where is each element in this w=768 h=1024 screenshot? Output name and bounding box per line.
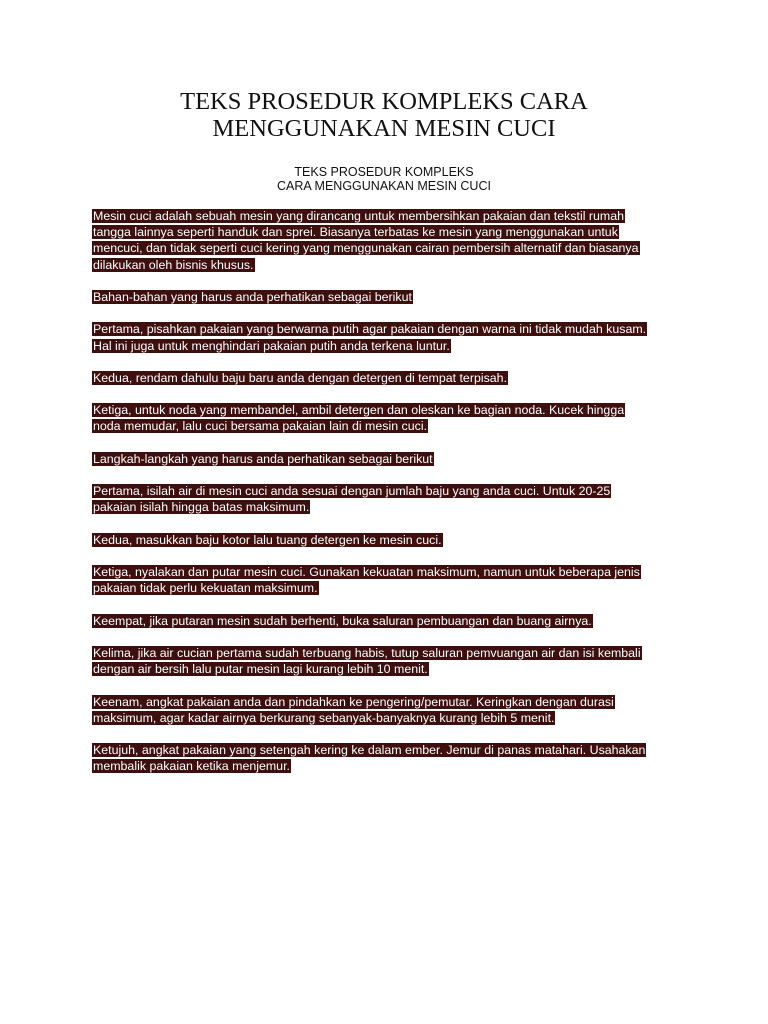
highlighted-text: Ketujuh, angkat pakaian yang setengah kering ke dalam ember. Jemur di panas matahari. Usahakan (93, 743, 646, 758)
subtitle-line: CARA MENGGUNAKAN MESIN CUCI (277, 179, 491, 193)
highlighted-text: Keempat, jika putaran mesin sudah berhenti, buka saluran pembuangan dan buang airnya. (93, 613, 592, 628)
paragraph-line-wrap (92, 694, 682, 710)
paragraph (92, 289, 682, 305)
paragraph-line-wrap (92, 499, 682, 515)
paragraph-line-wrap (92, 451, 682, 467)
highlighted-text: dengan air bersih lalu putar mesin lagi kurang lebih 10 menit. (93, 662, 428, 677)
paragraph (92, 370, 682, 386)
paragraph-line-wrap (92, 224, 682, 240)
paragraph (92, 532, 682, 548)
paragraph-line-wrap (92, 483, 682, 499)
title-line: MENGGUNAKAN MESIN CUCI (212, 115, 556, 142)
highlighted-text: Kedua, masukkan baju kotor lalu tuang detergen ke mesin cuci. (93, 532, 442, 547)
paragraph (92, 483, 682, 515)
paragraph-line-wrap (92, 580, 682, 596)
highlighted-text: maksimum, agar kadar airnya berkurang sebanyak-banyaknya kurang lebih 5 menit. (93, 710, 555, 725)
highlighted-text: Keenam, angkat pakaian anda dan pindahkan ke pengering/pemutar. Keringkan dengan durasi (93, 694, 614, 709)
paragraph-line-wrap (92, 613, 682, 629)
highlighted-text: Kedua, rendam dahulu baju baru anda dengan detergen di tempat terpisah. (93, 370, 508, 385)
paragraph (92, 208, 682, 273)
paragraph-line-wrap (92, 370, 682, 386)
paragraph (92, 402, 682, 434)
highlighted-text: noda memudar, lalu cuci bersama pakaian lain di mesin cuci. (93, 419, 428, 434)
paragraph (92, 321, 682, 353)
highlighted-text: membalik pakaian ketika menjemur. (93, 759, 290, 774)
paragraph-line-wrap (92, 208, 682, 224)
paragraph (92, 694, 682, 726)
paragraph-line-wrap (92, 257, 682, 273)
paragraph-line-wrap (92, 289, 682, 305)
document-body (92, 208, 682, 791)
paragraph (92, 613, 682, 629)
paragraph (92, 742, 682, 774)
highlighted-text: Kelima, jika air cucian pertama sudah terbuang habis, tutup saluran pemvuangan air dan isi kembali (93, 646, 641, 661)
paragraph-line-wrap (92, 742, 682, 758)
paragraph-line-wrap (92, 338, 682, 354)
highlighted-text: Ketiga, nyalakan dan putar mesin cuci. Gunakan kekuatan maksimum, namun untuk beberapa jenis (93, 565, 640, 580)
paragraph-line-wrap (92, 240, 682, 256)
paragraph-line-wrap (92, 710, 682, 726)
paragraph-line-wrap (92, 532, 682, 548)
highlighted-text: Ketiga, untuk noda yang membandel, ambil detergen dan oleskan ke bagian noda. Kucek hingga (93, 403, 625, 418)
paragraph-line-wrap (92, 564, 682, 580)
document-subtitle (0, 165, 768, 193)
paragraph-line-wrap (92, 418, 682, 434)
paragraph-line-wrap (92, 402, 682, 418)
highlighted-text: Mesin cuci adalah sebuah mesin yang dirancang untuk membersihkan pakaian dan tekstil rumah (93, 209, 625, 223)
highlighted-text: Pertama, isilah air di mesin cuci anda sesuai dengan jumlah baju yang anda cuci. Untuk 20-25 (93, 484, 611, 499)
paragraph (92, 645, 682, 677)
highlighted-text: mencuci, dan tidak seperti cuci kering yang menggunakan cairan pembersih alternatif dan biasanya (93, 241, 639, 256)
paragraph-line-wrap (92, 321, 682, 337)
title-line: TEKS PROSEDUR KOMPLEKS CARA (180, 88, 588, 115)
paragraph (92, 564, 682, 596)
paragraph-line-wrap (92, 661, 682, 677)
highlighted-text: pakaian isilah hingga batas maksimum. (93, 500, 310, 515)
highlighted-text: Bahan-bahan yang harus anda perhatikan sebagai berikut (93, 289, 412, 304)
highlighted-text: dilakukan oleh bisnis khusus. (93, 257, 254, 272)
document-title (0, 88, 768, 142)
highlighted-text: tangga lainnya seperti handuk dan sprei. Biasanya terbatas ke mesin yang menggunakan untuk (93, 225, 618, 240)
highlighted-text: Pertama, pisahkan pakaian yang berwarna putih agar pakaian dengan warna ini tidak mudah kusam. (93, 322, 647, 337)
paragraph-line-wrap (92, 645, 682, 661)
highlighted-text: pakaian tidak perlu kekuatan maksimum. (93, 581, 318, 596)
paragraph-line-wrap (92, 758, 682, 774)
highlighted-text: Langkah-langkah yang harus anda perhatikan sebagai berikut (93, 451, 433, 466)
highlighted-text: Hal ini juga untuk menghindari pakaian putih anda terkena luntur. (93, 338, 450, 353)
paragraph (92, 451, 682, 467)
subtitle-line: TEKS PROSEDUR KOMPLEKS (294, 165, 474, 179)
